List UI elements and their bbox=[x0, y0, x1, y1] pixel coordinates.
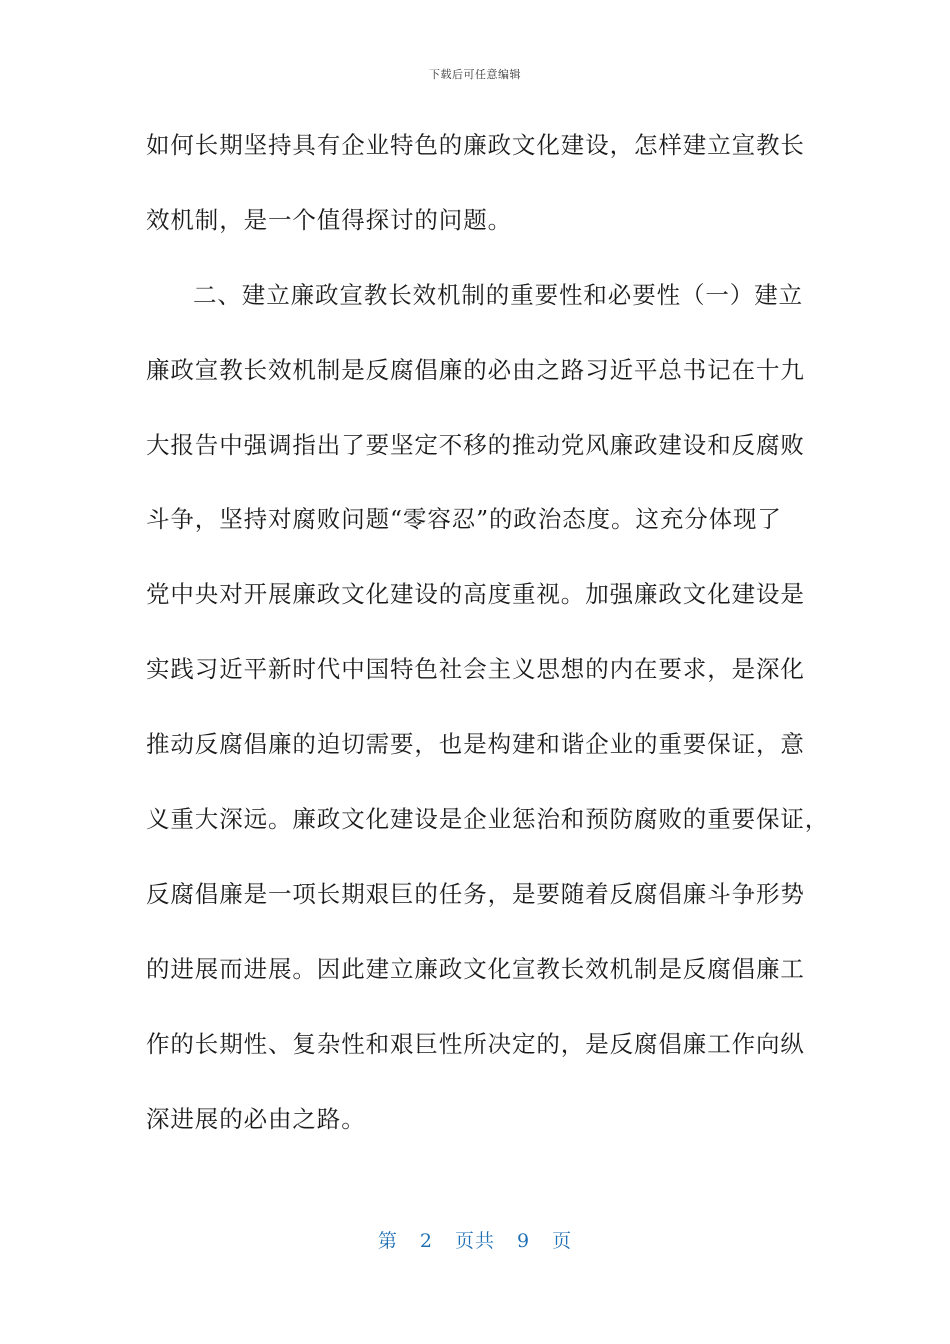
body-line: 作的长期性、复杂性和艰巨性所决定的，是反腐倡廉工作向纵 bbox=[146, 1029, 805, 1058]
body-line: 反腐倡廉是一项长期艰巨的任务，是要随着反腐倡廉斗争形势 bbox=[146, 879, 805, 908]
page-header: 下载后可任意编辑 bbox=[429, 68, 521, 81]
body-line: 推动反腐倡廉的迫切需要，也是构建和谐企业的重要保证，意 bbox=[146, 730, 805, 759]
page-footer bbox=[0, 1226, 950, 1253]
page-label-prefix: 第 bbox=[377, 1230, 398, 1252]
document-body bbox=[146, 108, 830, 1156]
body-line: 斗争，坚持对腐败问题“零容忍”的政治态度。这充分体现了 bbox=[146, 505, 782, 534]
current-page-number: 2 bbox=[419, 1230, 433, 1252]
body-line: 如何长期坚持具有企业特色的廉政文化建设，怎样建立宣教长 bbox=[146, 131, 805, 159]
body-line: 义重大深远。廉政文化建设是企业惩治和预防腐败的重要保证， bbox=[146, 805, 830, 834]
body-line: 的进展而进展。因此建立廉政文化宣教长效机制是反腐倡廉工 bbox=[146, 954, 805, 983]
page-label-suffix: 页 bbox=[552, 1230, 573, 1252]
body-line: 深进展的必由之路。 bbox=[146, 1104, 366, 1133]
body-line: 党中央对开展廉政文化建设的高度重视。加强廉政文化建设是 bbox=[146, 580, 805, 609]
body-line: 大报告中强调指出了要坚定不移的推动党风廉政建设和反腐败 bbox=[146, 430, 805, 459]
body-line: 廉政宣教长效机制是反腐倡廉的必由之路习近平总书记在十九 bbox=[146, 355, 805, 384]
body-line: 实践习近平新时代中国特色社会主义思想的内在要求，是深化 bbox=[146, 655, 805, 684]
page-label-middle: 页共 bbox=[454, 1230, 495, 1252]
body-line: 效机制，是一个值得探讨的问题。 bbox=[146, 205, 512, 234]
total-pages-number: 9 bbox=[517, 1230, 531, 1252]
section-heading-line: 二、建立廉政宣教长效机制的重要性和必要性（一）建立 bbox=[193, 280, 803, 309]
